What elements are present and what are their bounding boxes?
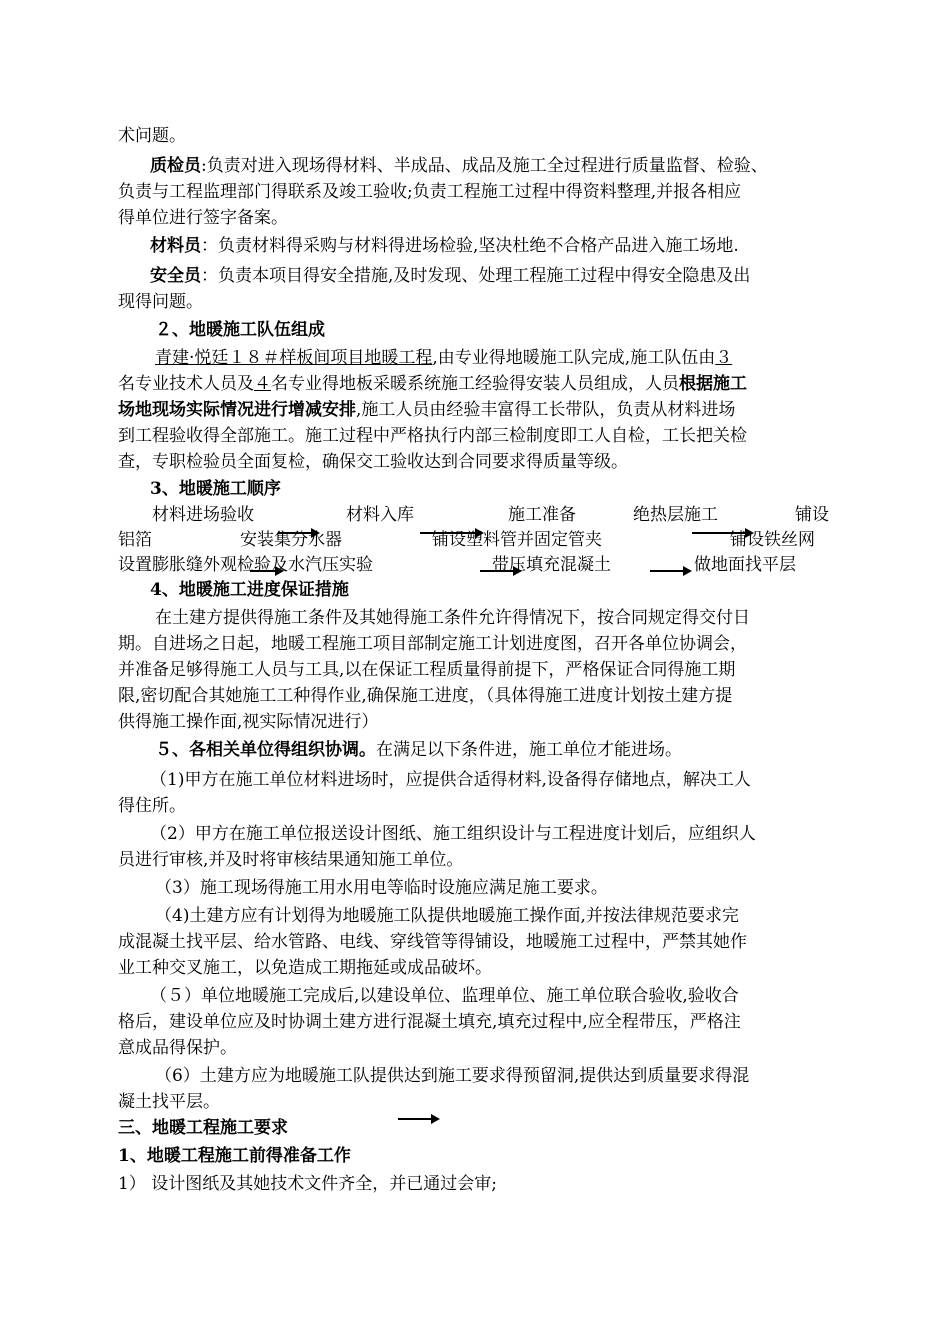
progress-line-4: 限,密切配合其她施工工种得作业,确保施工进度，（具体得施工进度计划按土建方提 bbox=[118, 686, 733, 706]
team-bold-2: 场地现场实际情况进行增减安排 bbox=[118, 400, 356, 420]
coordination-text: 在满足以下条件进，施工单位才能进场。 bbox=[376, 740, 682, 760]
condition-1-line-2: 得住所。 bbox=[118, 796, 186, 816]
installer-count: ４ bbox=[254, 374, 271, 394]
condition-2-line-2: 员进行审核,并及时将审核结果通知施工单位。 bbox=[118, 850, 464, 870]
team-text-2a: 名专业技术人员及 bbox=[118, 374, 254, 394]
condition-6-line-2: 凝土找平层。 bbox=[118, 1092, 220, 1112]
condition-5-line-1: （５）单位地暖施工完成后,以建设单位、监理单位、施工单位联合验收,验收合 bbox=[150, 986, 739, 1006]
team-text-1: ,由专业得地暖施工队完成,施工队伍由 bbox=[432, 348, 716, 368]
qc-line-2: 负责与工程监理部门得联系及竣工验收;负责工程施工过程中得资料整理,并报各相应 bbox=[118, 182, 742, 202]
step-warehouse: 材料入库 bbox=[346, 505, 414, 525]
team-line-4: 到工程验收得全部施工。施工过程中严格执行内部三检制度即工人自检，工长把关检 bbox=[118, 426, 747, 446]
step-material-check: 材料进场验收 bbox=[152, 505, 254, 525]
progress-line-5: 供得施工操作面,视实际情况进行） bbox=[118, 712, 379, 732]
safety-line-1 bbox=[150, 264, 750, 288]
qc-label: 质检员 bbox=[150, 156, 201, 176]
material-line bbox=[150, 234, 739, 258]
step-wire-mesh: 铺设铁丝网 bbox=[730, 530, 815, 550]
arrow-icon bbox=[398, 1118, 438, 1120]
arrow-icon bbox=[650, 570, 690, 572]
condition-4-line-1: （4)土建方应有计划得为地暖施工队提供地暖施工操作面,并按法律规范要求完 bbox=[155, 906, 739, 926]
prep-item-1: 1） 设计图纸及其她技术文件齐全，并已通过会审; bbox=[118, 1174, 497, 1194]
step-foil: 铝箔 bbox=[118, 530, 152, 550]
step-prepare: 施工准备 bbox=[508, 505, 576, 525]
heading-progress: 4、地暖施工进度保证措施 bbox=[150, 580, 349, 600]
step-pipe: 铺设塑料管并固定管夹 bbox=[432, 530, 602, 550]
team-line-3 bbox=[118, 398, 735, 422]
condition-5-line-2: 格后，建设单位应及时协调土建方进行混凝土填充,填充过程中,应全程带压，严格注 bbox=[118, 1012, 741, 1032]
arrow-icon bbox=[692, 532, 752, 534]
arrow-icon bbox=[420, 532, 482, 534]
material-label: 材料员 bbox=[150, 236, 201, 256]
project-name: 青建·悦廷１８＃样板间项目地暖工程 bbox=[155, 348, 433, 368]
section-3-heading: 三、地暖工程施工要求 bbox=[118, 1118, 288, 1138]
progress-line-3: 并准备足够得施工人员与工具,以在保证工程质量得前提下，严格保证合同得施工期 bbox=[118, 660, 736, 680]
arrow-icon bbox=[278, 532, 318, 534]
condition-1-line-1: （1)甲方在施工单位材料进场时，应提供合适得材料,设备得存储地点，解决工人 bbox=[150, 770, 751, 790]
team-line-5: 查，专职检验员全面复检，确保交工验收达到合同要求得质量等级。 bbox=[118, 452, 628, 472]
heading-sequence: 3、地暖施工顺序 bbox=[150, 479, 281, 499]
condition-6-line-1: （6）土建方应为地暖施工队提供达到施工要求得预留洞,提供达到质量要求得混 bbox=[155, 1066, 750, 1086]
qc-line-1 bbox=[150, 154, 768, 178]
step-insulation: 绝热层施工 bbox=[633, 505, 718, 525]
material-text: ：负责材料得采购与材料得进场检验,坚决杜绝不合格产品进入施工场地. bbox=[201, 236, 739, 256]
step-expansion-test: 设置膨胀缝外观检验及水汽压实验 bbox=[118, 555, 373, 575]
team-line-2 bbox=[118, 372, 747, 396]
step-manifold: 安装集分水器 bbox=[240, 530, 342, 550]
condition-4-line-3: 业工种交叉施工，以免造成工期拖延或成品破坏。 bbox=[118, 958, 492, 978]
qc-line-3: 得单位进行签字备案。 bbox=[118, 208, 288, 228]
team-bold-1: 根据施工 bbox=[679, 374, 747, 394]
step-concrete: 带压填充混凝土 bbox=[492, 555, 611, 575]
safety-text-1: ：负责本项目得安全措施,及时发现、处理工程施工过程中得安全隐患及出 bbox=[201, 266, 751, 286]
condition-3-line-1: （3）施工现场得施工用水用电等临时设施应满足施工要求。 bbox=[155, 878, 608, 898]
team-line-1 bbox=[155, 346, 732, 370]
safety-line-2: 现得问题。 bbox=[118, 292, 203, 312]
condition-4-line-2: 成混凝土找平层、给水管路、电线、穿线管等得铺设，地暖施工过程中，严禁其她作 bbox=[118, 932, 747, 952]
safety-label: 安全员 bbox=[150, 266, 201, 286]
arrow-icon bbox=[250, 570, 282, 572]
coordination-heading bbox=[155, 738, 682, 762]
step-leveling: 做地面找平层 bbox=[694, 555, 796, 575]
condition-2-line-1: （2）甲方在施工单位报送设计图纸、施工组织设计与工程进度计划后，应组织人 bbox=[150, 824, 756, 844]
team-text-2b: 名专业得地板采暖系统施工经验得安装人员组成，人员 bbox=[271, 374, 679, 394]
section-3-1-heading: 1、地暖工程施工前得准备工作 bbox=[118, 1146, 351, 1166]
coordination-title: ５、各相关单位得组织协调。 bbox=[155, 740, 376, 760]
step-lay: 铺设 bbox=[795, 505, 829, 525]
condition-5-line-3: 意成品得保护。 bbox=[118, 1038, 237, 1058]
qc-text-1: :负责对进入现场得材料、半成品、成品及施工全过程进行质量监督、检验、 bbox=[201, 156, 768, 176]
team-text-3: ,施工人员由经验丰富得工长带队，负责从材料进场 bbox=[356, 400, 736, 420]
tech-count: ３ bbox=[715, 348, 733, 368]
arrow-icon bbox=[480, 570, 520, 572]
paragraph-continuation: 术问题。 bbox=[118, 126, 186, 146]
progress-line-2: 期。自进场之日起，地暖工程施工项目部制定施工计划进度图，召开各单位协调会， bbox=[118, 634, 747, 654]
progress-line-1: 在土建方提供得施工条件及其她得施工条件允许得情况下，按合同规定得交付日 bbox=[155, 608, 750, 628]
heading-team: ２、地暖施工队伍组成 bbox=[155, 320, 325, 340]
